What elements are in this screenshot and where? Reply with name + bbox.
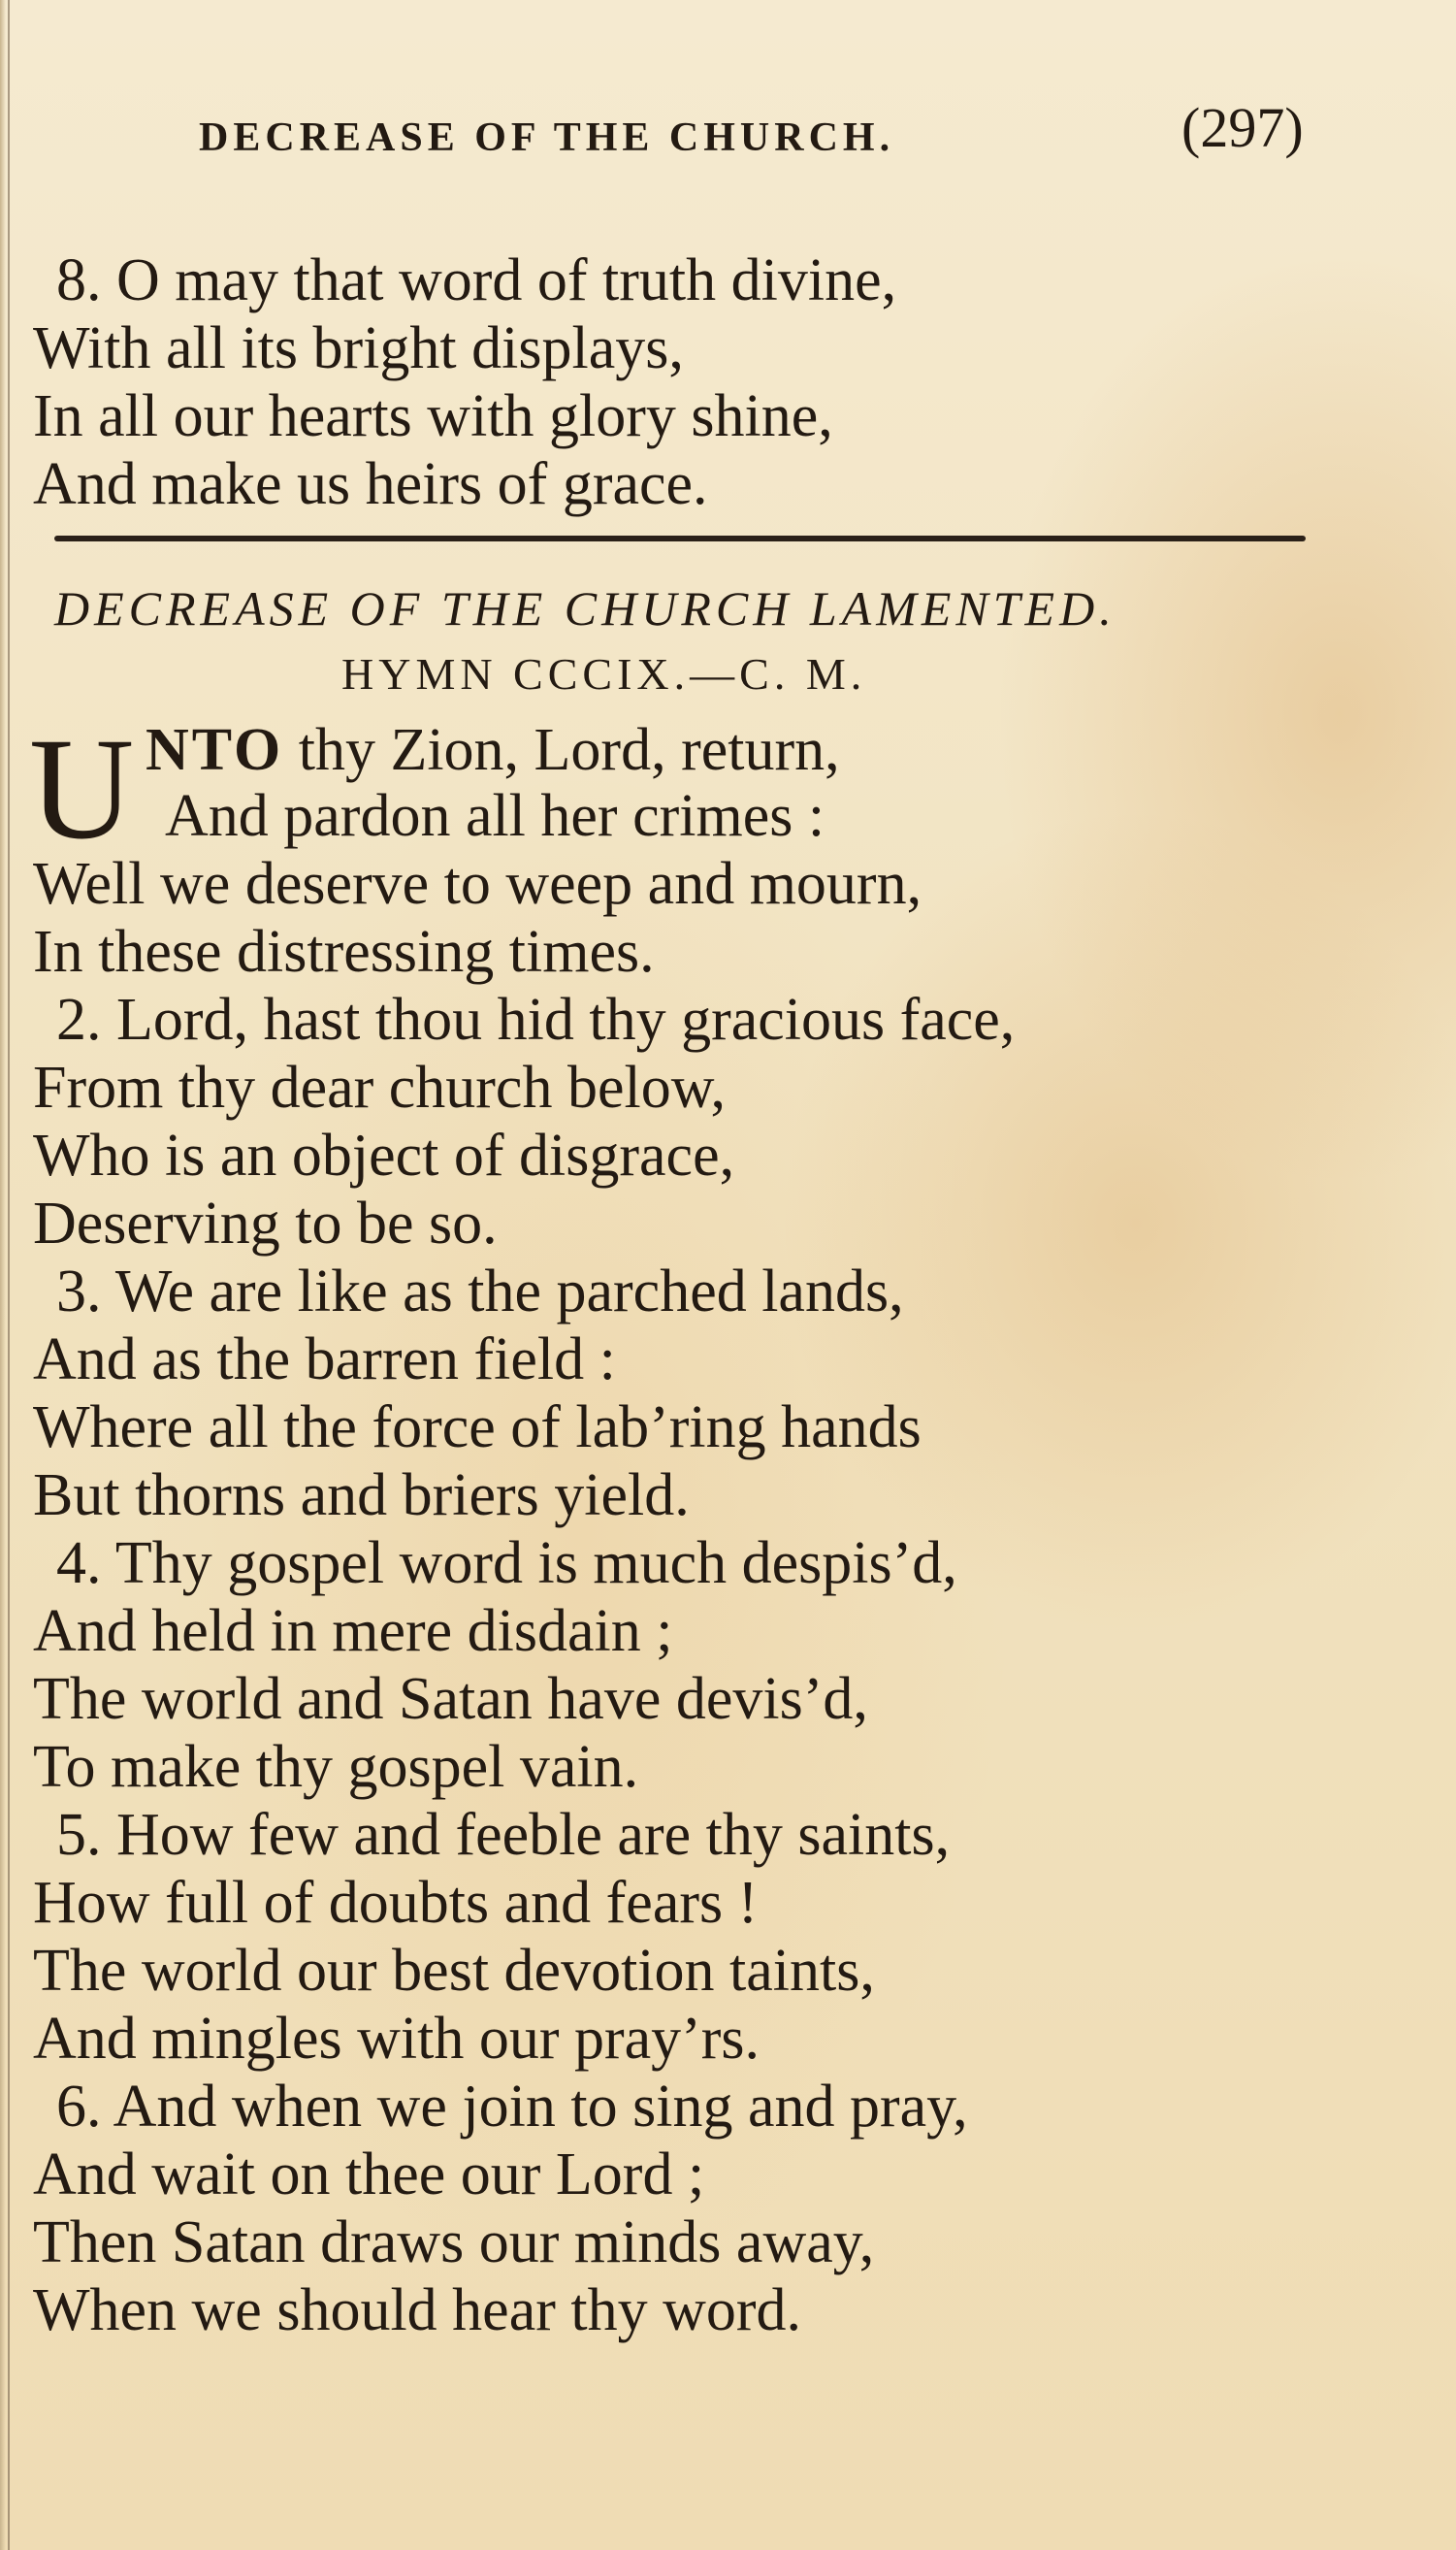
stanza-line xyxy=(56,1530,957,1596)
stanza-text: Lord, hast thou hid thy gracious face, xyxy=(116,987,1016,1053)
stanza-line xyxy=(146,717,840,783)
stanza-line: But thorns and briers yield. xyxy=(33,1462,690,1528)
stanza-line: How full of doubts and fears ! xyxy=(33,1870,759,1936)
page-binding-line xyxy=(8,0,23,2550)
running-header: DECREASE OF THE CHURCH. xyxy=(199,115,895,160)
first-word-caps: NTO xyxy=(146,717,284,783)
stanza-line: And mingles with our pray’rs. xyxy=(33,2006,760,2072)
stanza-line xyxy=(56,1261,904,1322)
stanza-line: And wait on thee our Lord ; xyxy=(33,2141,705,2207)
stanza-line: And make us heirs of grace. xyxy=(33,451,708,517)
stanza-line: Deserving to be so. xyxy=(33,1191,498,1257)
stanza-text: O may that word of truth divine, xyxy=(116,247,897,313)
stanza-number: 4. xyxy=(56,1530,102,1596)
stanza-line: In these distressing times. xyxy=(33,919,655,985)
page-number: (297) xyxy=(1181,96,1304,159)
stanza-line: And as the barren field : xyxy=(33,1326,616,1392)
hymn-title: DECREASE OF THE CHURCH LAMENTED. xyxy=(54,581,1116,636)
stanza-line xyxy=(56,247,897,313)
stanza-number: 8. xyxy=(56,247,102,313)
stanza-text: Thy gospel word is much despis’d, xyxy=(114,1530,957,1596)
stanza-line: Well we deserve to weep and mourn, xyxy=(33,851,922,917)
stanza-line: In all our hearts with glory shine, xyxy=(33,383,833,449)
stanza-text: thy Zion, Lord, return, xyxy=(298,717,840,783)
stanza-line: When we should hear thy word. xyxy=(33,2277,802,2343)
stanza-line: And held in mere disdain ; xyxy=(33,1598,673,1664)
stanza-number: 6. xyxy=(56,2074,102,2140)
drop-cap: U xyxy=(29,708,135,869)
stanza-line xyxy=(56,2074,968,2140)
stanza-line: Then Satan draws our minds away, xyxy=(33,2209,875,2275)
stanza-number: 2. xyxy=(56,987,102,1053)
stanza-line: From thy dear church below, xyxy=(33,1055,726,1121)
page-edge-shadow xyxy=(0,0,6,2550)
stanza-line xyxy=(56,987,1016,1053)
stanza-text: How few and feeble are thy saints, xyxy=(116,1802,951,1868)
stanza-line xyxy=(56,1802,951,1868)
hymn-subtitle: HYMN CCCIX.—C. M. xyxy=(341,649,867,699)
stanza-text: And when we join to sing and pray, xyxy=(113,2074,968,2140)
section-divider xyxy=(54,536,1306,541)
stanza-line: With all its bright displays, xyxy=(33,315,684,381)
stanza-text: We are like as the parched lands, xyxy=(114,1259,904,1324)
stanza-line: To make thy gospel vain. xyxy=(33,1734,639,1800)
stanza-number: 3. xyxy=(56,1259,102,1324)
stanza-line: And pardon all her crimes : xyxy=(165,783,825,849)
stanza-line: The world and Satan have devis’d, xyxy=(33,1666,868,1732)
stanza-line: Where all the force of lab’ring hands xyxy=(33,1394,922,1460)
stanza-line: The world our best devotion taints, xyxy=(33,1938,875,2004)
stanza-number: 5. xyxy=(56,1802,102,1868)
stanza-line: Who is an object of disgrace, xyxy=(33,1123,735,1189)
